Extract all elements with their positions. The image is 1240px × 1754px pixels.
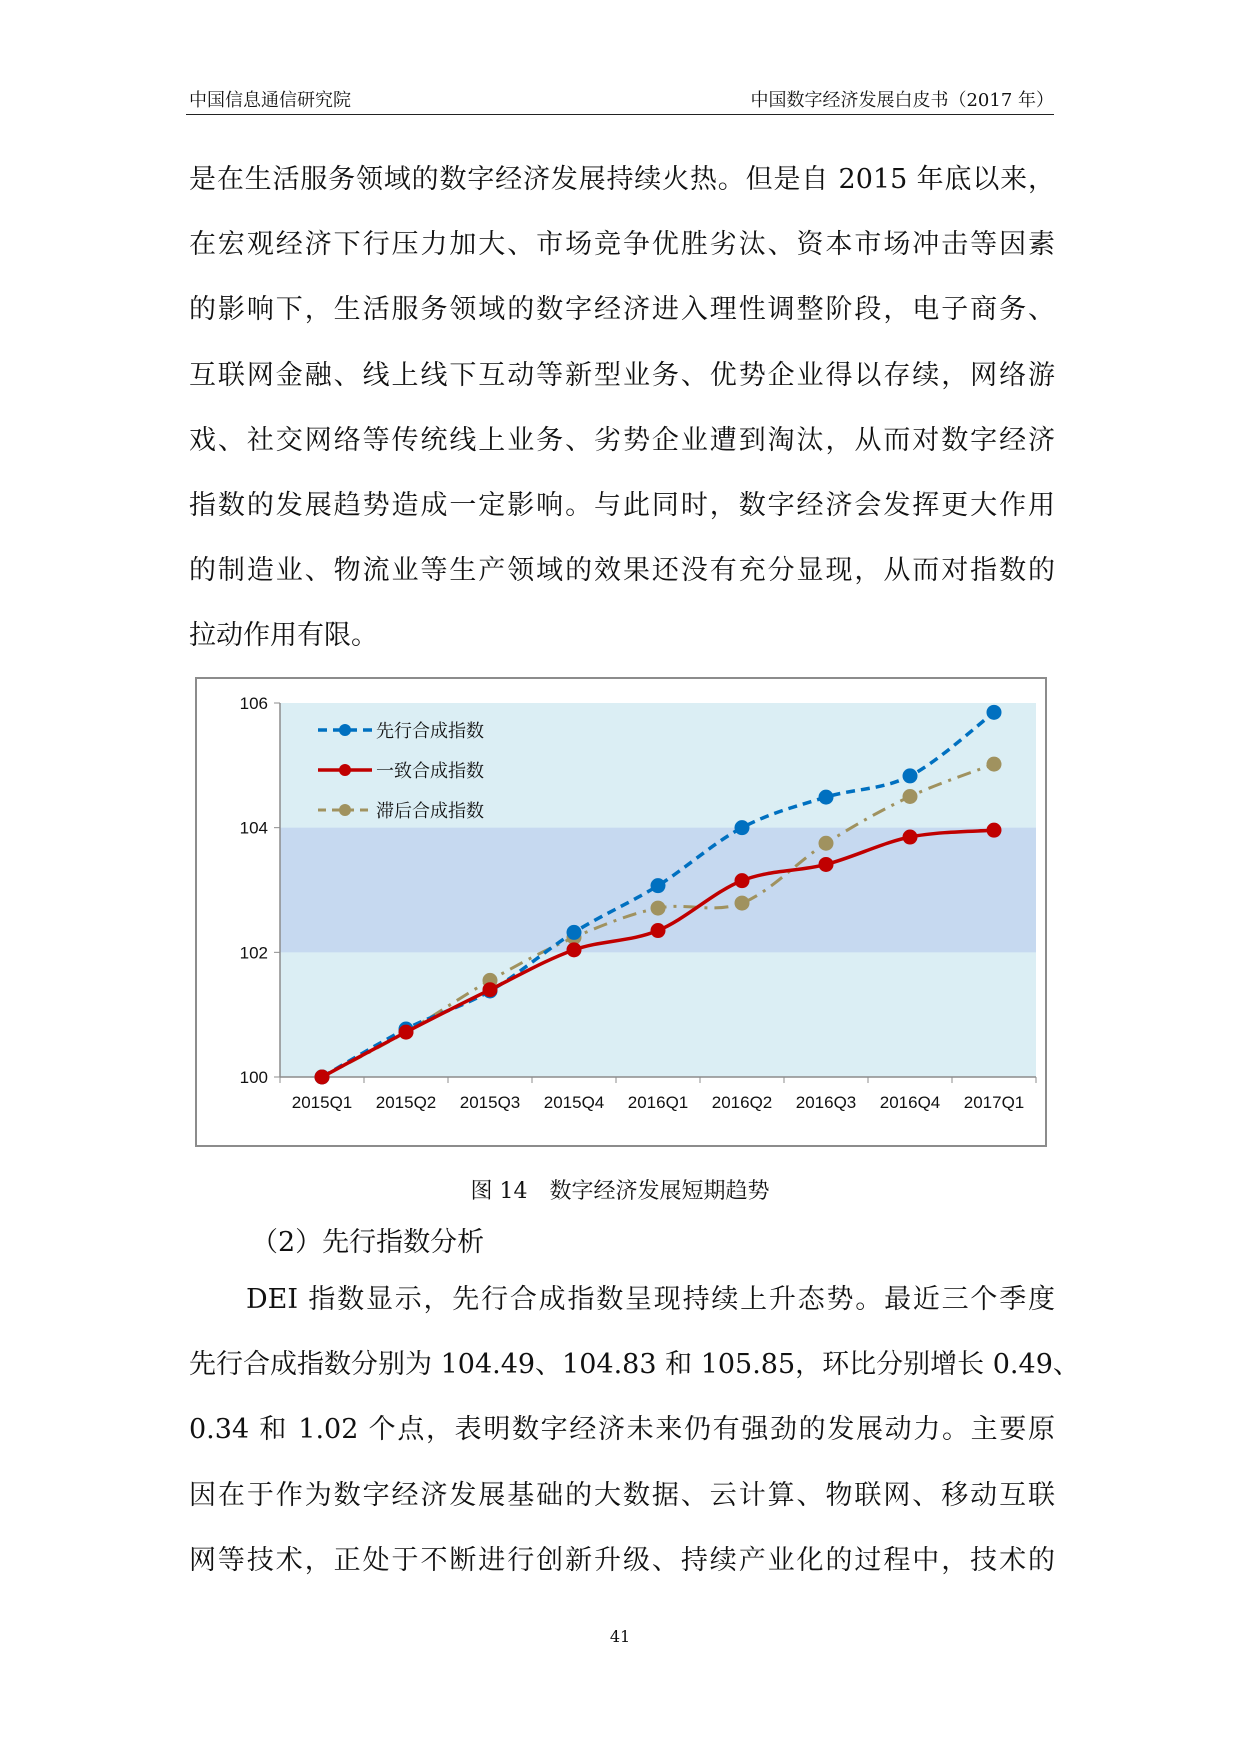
data-point	[567, 942, 582, 957]
data-point	[567, 925, 582, 940]
text-line: 先行合成指数分别为 104.49、104.83 和 105.85，环比分别增长 0.49、	[189, 1349, 1080, 1381]
data-point	[735, 873, 750, 888]
x-tick-label: 2016Q2	[711, 1093, 773, 1112]
data-point	[315, 1070, 330, 1085]
section-heading: （2）先行指数分析	[251, 1227, 485, 1258]
data-point	[483, 982, 498, 997]
y-tick-label: 100	[239, 1068, 268, 1087]
x-tick-label: 2016Q3	[795, 1093, 857, 1112]
legend-marker	[339, 804, 351, 816]
data-point	[819, 790, 834, 805]
header-doc-title: 中国数字经济发展白皮书（2017 年）	[750, 90, 1054, 111]
x-tick-label: 2015Q3	[459, 1093, 521, 1112]
data-point	[987, 757, 1002, 772]
header-org: 中国信息通信研究院	[189, 90, 351, 111]
y-tick-label: 102	[239, 943, 268, 963]
y-tick-label: 104	[239, 818, 268, 838]
data-point	[903, 789, 918, 804]
x-tick-label: 2017Q1	[963, 1093, 1025, 1112]
data-point	[651, 923, 666, 938]
data-point	[651, 901, 666, 916]
data-point	[399, 1025, 414, 1040]
legend-marker	[339, 764, 351, 776]
legend-label: 滞后合成指数	[376, 801, 484, 821]
text-line: DEI 指数显示，先行合成指数呈现持续上升态势。最近三个季度	[246, 1284, 1055, 1315]
text-line: 的制造业、物流业等生产领域的效果还没有充分显现，从而对指数的	[189, 555, 1055, 587]
data-point	[819, 857, 834, 872]
data-point	[903, 768, 918, 783]
y-tick-label: 106	[239, 694, 268, 713]
text-line: 在宏观经济下行压力加大、市场竞争优胜劣汰、资本市场冲击等因素	[189, 229, 1055, 261]
text-line: 因在于作为数字经济发展基础的大数据、云计算、物联网、移动互联	[189, 1479, 1055, 1511]
data-point	[819, 836, 834, 851]
x-tick-label: 2015Q4	[543, 1093, 605, 1112]
x-tick-label: 2015Q1	[291, 1093, 353, 1112]
data-point	[651, 878, 666, 893]
text-line: 互联网金融、线上线下互动等新型业务、优势企业得以存续，网络游	[189, 359, 1055, 391]
data-point	[987, 705, 1002, 720]
data-point	[987, 823, 1002, 838]
data-point	[903, 830, 918, 845]
data-point	[735, 820, 750, 835]
text-line: 网等技术，正处于不断进行创新升级、持续产业化的过程中，技术的	[189, 1544, 1055, 1576]
figure-caption: 图 14 数字经济发展短期趋势	[470, 1179, 770, 1204]
text-line: 0.34 和 1.02 个点，表明数字经济未来仍有强劲的发展动力。主要原	[189, 1414, 1055, 1446]
legend-label: 先行合成指数	[376, 721, 484, 741]
legend-label: 一致合成指数	[376, 761, 484, 781]
text-line: 是在生活服务领域的数字经济发展持续火热。但是自 2015 年底以来，	[189, 164, 1055, 195]
text-line: 的影响下，生活服务领域的数字经济进入理性调整阶段，电子商务、	[189, 294, 1055, 326]
x-tick-label: 2016Q1	[627, 1093, 689, 1112]
text-line: 指数的发展趋势造成一定影响。与此同时，数字经济会发挥更大作用	[189, 490, 1055, 521]
x-tick-label: 2016Q4	[879, 1093, 941, 1112]
text-line: 拉动作用有限。	[189, 620, 378, 652]
page-number: 41	[609, 1627, 631, 1646]
legend-marker	[339, 724, 351, 736]
x-tick-label: 2015Q2	[375, 1093, 437, 1112]
text-line: 戏、社交网络等传统线上业务、劣势企业遭到淘汰，从而对数字经济	[189, 424, 1055, 456]
data-point	[735, 896, 750, 911]
